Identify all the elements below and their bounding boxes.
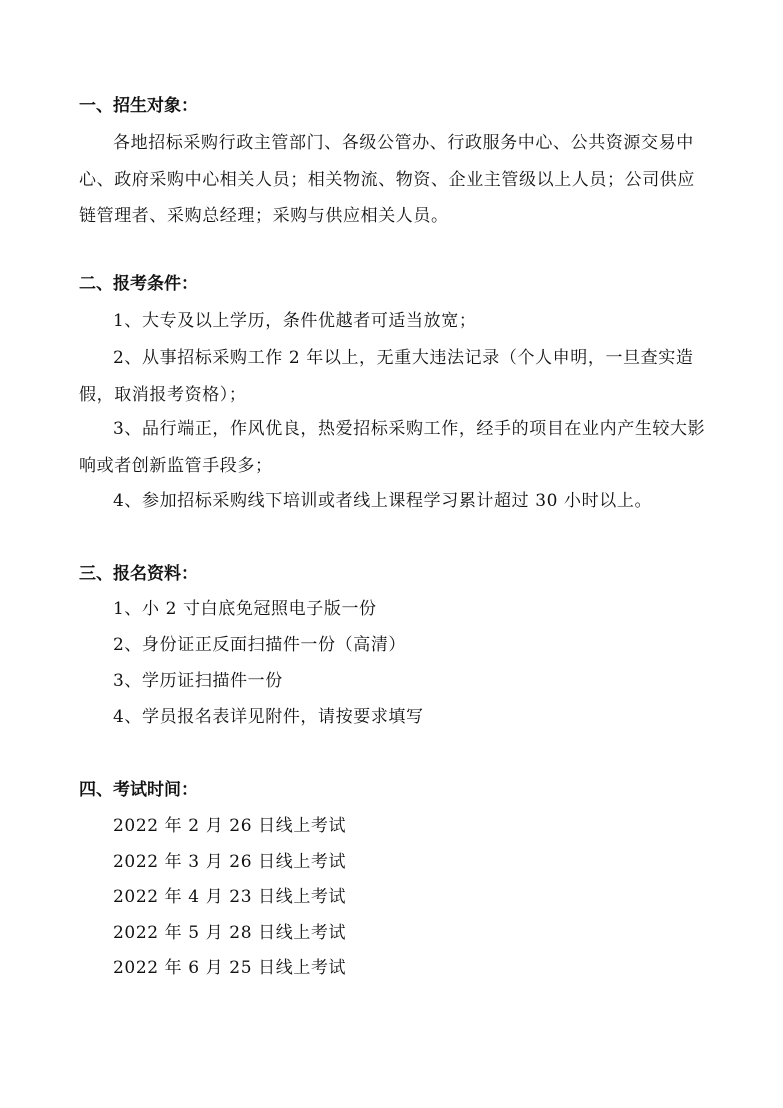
exam-date-4: 2022 年 5 月 28 日线上考试: [113, 923, 347, 943]
section-heading-exam-requirements: 二、报考条件：: [79, 274, 198, 294]
exam-date-1: 2022 年 2 月 26 日线上考试: [113, 816, 347, 836]
material-item-2: 2、身份证正反面扫描件一份（高清）: [113, 635, 407, 655]
exam-date-3: 2022 年 4 月 23 日线上考试: [113, 887, 347, 907]
material-item-1: 1、小 2 寸白底免冠照电子版一份: [113, 599, 377, 619]
exam-date-5: 2022 年 6 月 25 日线上考试: [113, 958, 347, 978]
requirement-item-4: 4、参加招标采购线下培训或者线上课程学习累计超过 30 小时以上。: [113, 491, 653, 511]
section-heading-registration-materials: 三、报名资料：: [79, 564, 198, 584]
section-heading-enrollment-targets: 一、招生对象：: [79, 96, 198, 116]
enrollment-targets-paragraph: 各地招标采购行政主管部门、各级公管办、行政服务中心、公共资源交易中心、政府采购中心相关人员；相关物流、物资、企业主管级以上人员；公司供应链管理者、采购总经理；采购与供应相关人员。: [79, 133, 695, 226]
requirement-item-2: 2、从事招标采购工作 2 年以上，无重大违法记录（个人申明，一旦查实造假，取消报考资格）；: [79, 348, 694, 405]
requirement-item-3: 3、品行端正，作风优良，热爱招标采购工作，经手的项目在业内产生较大影响或者创新监管手段多；: [79, 419, 706, 476]
exam-date-2: 2022 年 3 月 26 日线上考试: [113, 852, 347, 872]
requirement-item-1: 1、大专及以上学历，条件优越者可适当放宽；: [113, 311, 477, 331]
material-item-3: 3、学历证扫描件一份: [113, 671, 283, 691]
section-heading-exam-schedule: 四、考试时间：: [79, 780, 198, 800]
material-item-4: 4、学员报名表详见附件，请按要求填写: [113, 707, 424, 727]
